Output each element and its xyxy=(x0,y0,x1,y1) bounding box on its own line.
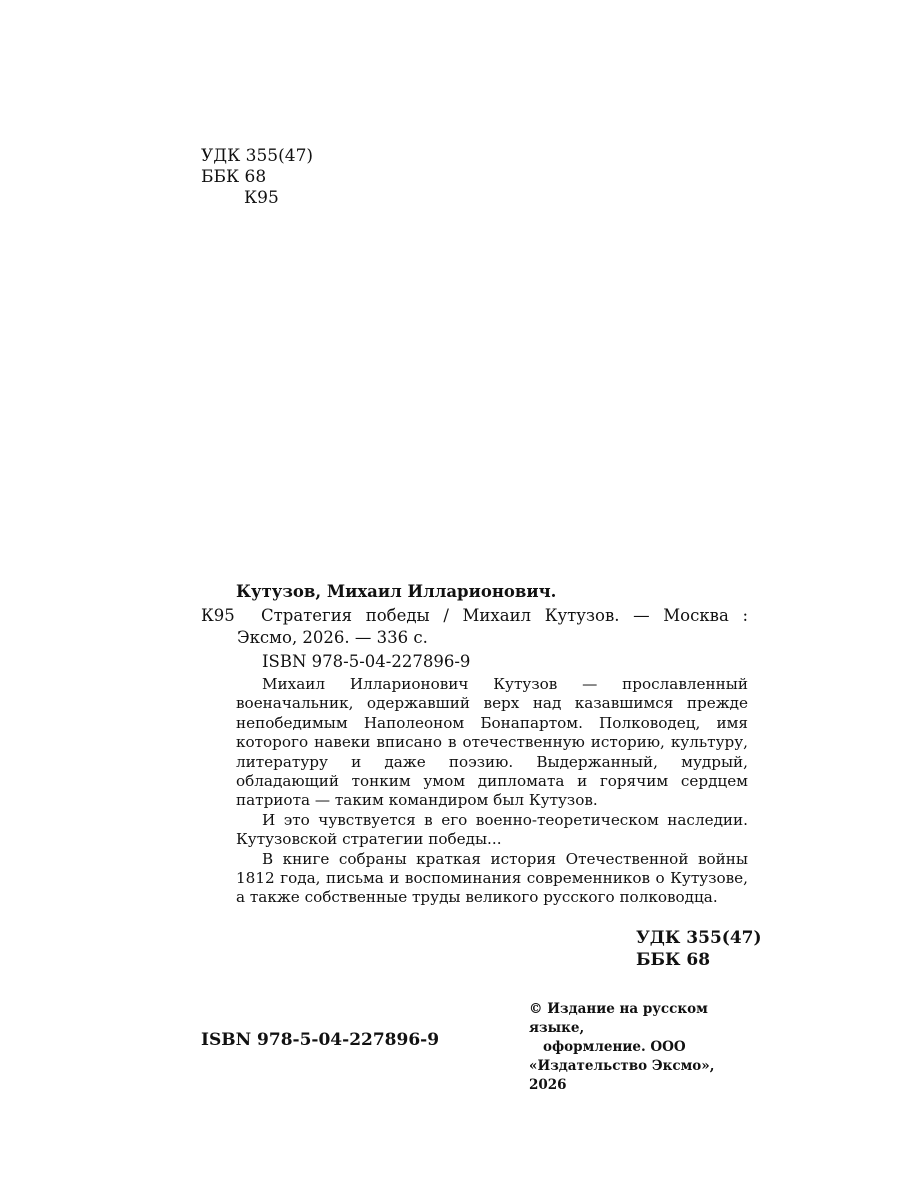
title-line-2: Эксмо, 2026. — 336 с. xyxy=(237,628,428,647)
author-mark: К95 xyxy=(244,188,279,208)
bbk-code-bottom: ББК 68 xyxy=(636,950,711,970)
isbn-bottom: ISBN 978-5-04-227896-9 xyxy=(201,1030,440,1050)
copyright-line: © Издание на русском языке, xyxy=(529,1001,708,1036)
annotation-paragraph: Михаил Илларионович Кутузов — прославленный военачальник, одержавший верх над казавшимся прежде непобедимым Наполеоном Бонапартом. Полководец, имя которого навеки вписано в отечественную историю, культуру, литературу и даже поэзию. Выдержанный, мудрый, обладающий тонким умом дипломата и горячим сердцем патриота — таким командиром был Кутузов. xyxy=(236,675,748,810)
copyright-notice xyxy=(529,1000,754,1095)
annotation-paragraph: В книге собраны краткая история Отечественной войны 1812 года, письма и воспоминания современников о Кутузове, а также собственные труды великого русского полководца. xyxy=(236,849,748,907)
bbk-code: ББК 68 xyxy=(201,167,267,187)
annotation xyxy=(236,675,748,908)
bottom-classification-codes xyxy=(636,927,762,971)
annotation-paragraph: И это чувствуется в его военно-теоретическом наследии. Кутузовской стратегии победы... xyxy=(236,810,748,849)
isbn-record: ISBN 978-5-04-227896-9 xyxy=(262,652,471,671)
udk-code: УДК 355(47) xyxy=(201,146,314,166)
udk-code-bottom: УДК 355(47) xyxy=(636,928,762,948)
record-author-mark: К95 xyxy=(201,606,235,625)
author-heading: Кутузов, Михаил Илларионович. xyxy=(236,582,557,601)
copyright-line: «Издательство Эксмо», 2026 xyxy=(529,1058,715,1093)
bibliographic-record xyxy=(201,605,748,649)
title-line-1: Стратегия победы / Михаил Кутузов. — Москва : xyxy=(261,606,748,625)
copyright-line: оформление. ООО xyxy=(543,1039,686,1055)
top-classification-codes xyxy=(201,146,313,209)
